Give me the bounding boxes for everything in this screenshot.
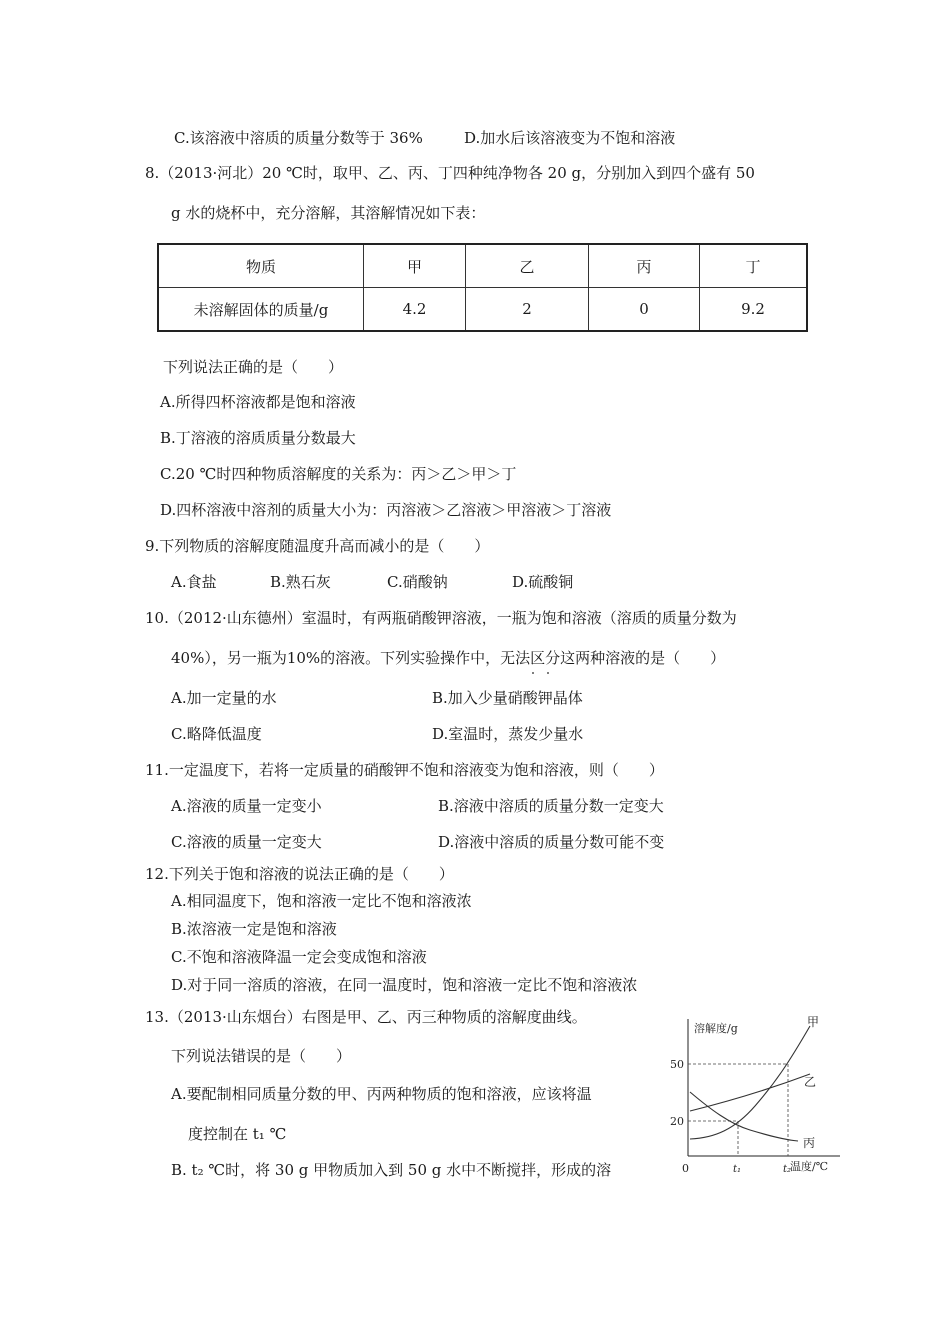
q8-prompt: 下列说法正确的是（ ） — [163, 358, 344, 376]
q8-option-d: D.四杯溶液中溶剂的质量大小为：丙溶液＞乙溶液＞甲溶液＞丁溶液 — [160, 501, 612, 519]
solubility-curve-chart — [660, 1014, 850, 1184]
q10-stem-line1: 10.（2012·山东德州）室温时，有两瓶硝酸钾溶液，一瓶为饱和溶液（溶质的质量分数为 — [145, 609, 737, 627]
series-yi-curve — [690, 1074, 810, 1111]
table-header-row — [158, 244, 807, 288]
q11-option-d: D.溶液中溶质的质量分数可能不变 — [438, 833, 665, 851]
q9-option-a: A.食盐 — [171, 573, 217, 591]
q8-option-b: B.丁溶液的溶质质量分数最大 — [160, 429, 356, 447]
y-axis-label: 溶解度/g — [694, 1022, 738, 1035]
emphasis-dot — [547, 672, 549, 674]
table-row — [158, 288, 807, 332]
q8-option-a: A.所得四杯溶液都是饱和溶液 — [160, 393, 356, 411]
q12-option-c: C.不饱和溶液降温一定会变成饱和溶液 — [171, 948, 427, 966]
q10-option-d: D.室温时，蒸发少量水 — [432, 725, 584, 743]
table-cell: 9.2 — [700, 288, 808, 332]
x-tick-label: t₂ — [783, 1164, 792, 1175]
series-label: 乙 — [804, 1075, 817, 1089]
q7-option-d: D.加水后该溶液变为不饱和溶液 — [464, 129, 676, 147]
q13-option-a-line2: 度控制在 t₁ ℃ — [188, 1125, 287, 1143]
q10-option-c: C.略降低温度 — [171, 725, 262, 743]
q12-option-a: A.相同温度下，饱和溶液一定比不饱和溶液浓 — [171, 892, 472, 910]
x-tick-label: t₁ — [733, 1164, 742, 1175]
series-jia-curve — [690, 1026, 810, 1139]
q11-option-c: C.溶液的质量一定变大 — [171, 833, 322, 851]
q10-option-a: A.加一定量的水 — [171, 689, 277, 707]
table-cell: 2 — [466, 288, 589, 332]
q9-stem: 9.下列物质的溶解度随温度升高而减小的是（ ） — [145, 537, 490, 555]
x-axis-label: 温度/℃ — [790, 1160, 829, 1173]
table-cell: 未溶解固体的质量/g — [158, 288, 364, 332]
series-label: 丙 — [803, 1136, 816, 1150]
emphasis-dot — [532, 672, 534, 674]
q11-option-b: B.溶液中溶质的质量分数一定变大 — [438, 797, 664, 815]
q9-option-b: B.熟石灰 — [270, 573, 331, 591]
x-tick-label: 0 — [682, 1162, 689, 1175]
series-label: 甲 — [807, 1015, 820, 1029]
q12-option-b: B.浓溶液一定是饱和溶液 — [171, 920, 337, 938]
q10-option-b: B.加入少量硝酸钾晶体 — [432, 689, 583, 707]
y-tick-label: 20 — [670, 1115, 684, 1128]
q8-stem-line1: 8.（2013·河北）20 ℃时，取甲、乙、丙、丁四种纯净物各 20 g，分别加入到四个盛有 50 — [145, 164, 755, 182]
q10-stem-line2: 40%），另一瓶为10%的溶液。下列实验操作中，无法区分这两种溶液的是（ ） — [171, 649, 726, 667]
solubility-table — [157, 243, 808, 332]
q7-option-c: C.该溶液中溶质的质量分数等于 36% — [174, 129, 423, 147]
q13-option-b-line1: B. t₂ ℃时，将 30 g 甲物质加入到 50 g 水中不断搅拌，形成的溶 — [171, 1161, 612, 1179]
q8-option-c: C.20 ℃时四种物质溶解度的关系为：丙＞乙＞甲＞丁 — [160, 465, 517, 483]
q8-stem-line2: g 水的烧杯中，充分溶解，其溶解情况如下表： — [171, 204, 486, 222]
table-header-cell: 丙 — [589, 244, 700, 288]
q9-option-c: C.硝酸钠 — [387, 573, 448, 591]
q11-option-a: A.溶液的质量一定变小 — [171, 797, 322, 815]
table-cell: 4.2 — [364, 288, 466, 332]
q11-stem: 11.一定温度下，若将一定质量的硝酸钾不饱和溶液变为饱和溶液，则（ ） — [145, 761, 664, 779]
q9-option-d: D.硫酸铜 — [512, 573, 574, 591]
q13-option-a-line1: A.要配制相同质量分数的甲、丙两种物质的饱和溶液，应该将温 — [171, 1085, 592, 1103]
q12-option-d: D.对于同一溶质的溶液，在同一温度时，饱和溶液一定比不饱和溶液浓 — [171, 976, 638, 994]
q12-stem: 12.下列关于饱和溶液的说法正确的是（ ） — [145, 865, 454, 883]
table-header-cell: 物质 — [158, 244, 364, 288]
table-header-cell: 丁 — [700, 244, 808, 288]
table-header-cell: 甲 — [364, 244, 466, 288]
table-header-cell: 乙 — [466, 244, 589, 288]
q13-stem: 13.（2013·山东烟台）右图是甲、乙、丙三种物质的溶解度曲线。 — [145, 1008, 587, 1026]
y-tick-label: 50 — [670, 1058, 684, 1071]
table-cell: 0 — [589, 288, 700, 332]
q13-prompt: 下列说法错误的是（ ） — [171, 1047, 352, 1065]
